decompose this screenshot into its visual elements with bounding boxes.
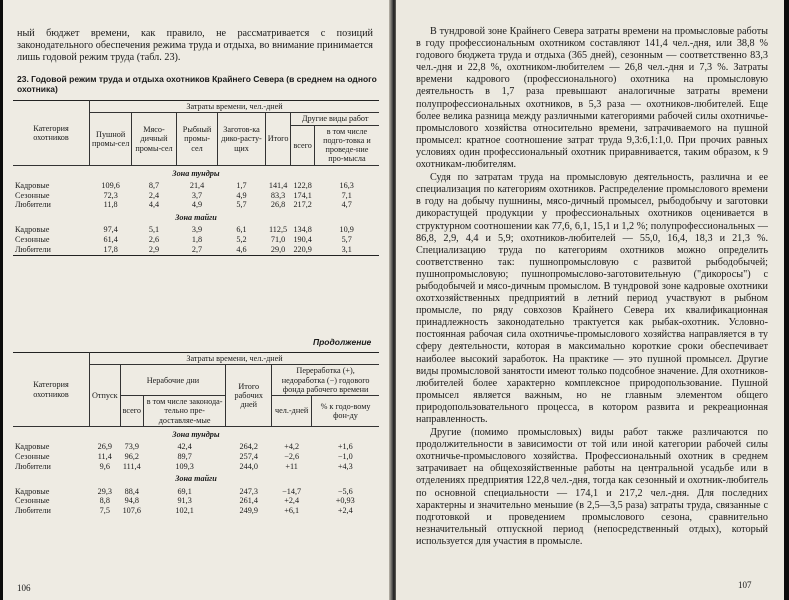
table-caption: 23. Годовой режим труда и отдыха охотников Крайнего Севера (в среднем на одного охотника) [17, 74, 377, 94]
col-overtime: Переработка (+), недоработка (−) годового фонда рабочего времени [272, 365, 379, 396]
zone-heading: Зона тундры [172, 430, 220, 440]
table-row: Любители 11,8 4,4 4,9 5,7 26,8 217,2 4,7 [15, 200, 352, 210]
zone-heading: Зона тайги [175, 213, 217, 223]
table-row: Сезонные 11,4 96,2 89,7 257,4 −2,6 −1,0 [15, 452, 353, 462]
table-row: Сезонные 8,8 94,8 91,3 261,4 +2,4 +0,93 [15, 496, 355, 506]
col-group-header: Затраты времени, чел.-дней [90, 353, 380, 365]
zone-heading: Зона тундры [172, 168, 220, 178]
col-ot-days: чел.-дней [272, 396, 312, 427]
col-category: Категория охотников [13, 353, 90, 427]
table-23-part1 [13, 100, 379, 256]
col-total-work: Итого рабочих дней [226, 365, 272, 427]
col-nonwork-total: всего [120, 396, 143, 427]
col-total: Итого [265, 113, 291, 165]
col-other: Другие виды работ [291, 113, 379, 125]
paragraph: В тундровой зоне Крайнего Севера затраты времени на промысловые работы в году профессиональным охотником составляют 141,4 чел.-дня, или 38,8 % годового бюджета труда и отдыха (365 дней), сезонным — соответственно 83,3 чел.-дня и 22,8 %, охотником-любителем — 26,8 чел.-дня и 7,3 %. Затраты времени кадрового (профессионального) охотника на промысловую деятельность в 1,7 раза превышают аналогичные затраты времени полупрофессиональных охотников, в 5,3 раза — охотников-любителей. Еще более велика разница между различными категориями рабочей силы охотничье-промыслового хозяйства относительно времени, затрачиваемого на пушной промысел: кратное соотношение затрат труда 9,3:6,1:1,0. При прочих равных условиях один профессиональный охотник приравнивается, таким образом, к 9 охотникам-любителям. [416, 26, 768, 171]
col-fish: Рыбный промы-сел [176, 113, 218, 165]
col-category: Категория охотников [13, 101, 90, 166]
col-other-incl: в том числе подго-товка и проведе-ние про-мысла [314, 125, 379, 165]
right-page [396, 0, 784, 600]
col-meat: Мясо-дичный промы-сел [132, 113, 176, 165]
paragraph: Другие (помимо промысловых) виды работ также различаются по продолжительности в зависимости от той или иной категории рабочей силы охотничье-промыслового хозяйства. Профессиональный охотник в среднем затрачивает на общехозяйственные работы на центральной усадьбе или в отделениях предприятия 122,8 чел.-дня, тогда как сезонный и охотник-любитель по основной специальности — 174,1 и 217,2 чел.-дня. Для последних характерны и значительно меньшие (в 2,5—3,5 раза) затраты труда, связанные с подготовкой и проведением промыслового сезона, сравнительно незначительный отпускной период (непосредственный отдых), который используется для участия в промысле. [416, 427, 768, 547]
col-other-total: всего [291, 125, 314, 165]
table-row: Любители 9,6 111,4 109,3 244,0 +11 +4,3 [15, 461, 353, 471]
col-ot-pct: % к годо-вому фон-ду [312, 396, 379, 427]
col-harvest: Заготов-ка дико-расту-щих [218, 113, 265, 165]
col-leave: Отпуск [90, 365, 121, 427]
continuation-label: Продолжение [313, 337, 372, 347]
table-row: Сезонные 72,3 2,4 3,7 4,9 83,3 174,1 7,1 [15, 190, 352, 200]
page-number: 107 [738, 580, 752, 590]
table-row: Сезонные 61,4 2,6 1,8 5,2 71,0 190,4 5,7 [15, 235, 352, 245]
zone-heading: Зона тайги [175, 474, 217, 484]
intro-paragraph: ный бюджет времени, как правило, не рассматривается с позиций законодательного обеспечения режима труда и отдыха, во внимание принимается лишь годовой режим труда (табл. 23). [17, 28, 373, 64]
left-page [3, 0, 391, 600]
col-nonwork: Нерабочие дни [120, 365, 226, 396]
table-row: Кадровые 29,3 88,4 69,1 247,3 −14,7 −5,6 [15, 486, 353, 496]
table-row: Кадровые 26,9 73,9 42,4 264,2 +4,2 +1,6 [15, 442, 353, 452]
table-row: Любители 17,8 2,9 2,7 4,6 29,0 220,9 3,1 [13, 245, 379, 255]
col-group-header: Затраты времени, чел.-дней [90, 101, 380, 113]
table-row: Любители 7,5 107,6 102,1 249,9 +6,1 +2,4 [15, 506, 353, 516]
col-nonwork-incl: в том числе законода-тельно пре-доставляе-мые [144, 396, 226, 427]
table-row: Кадровые 109,6 8,7 21,4 1,7 141,4 122,8 16,3 [15, 181, 354, 191]
page-number: 106 [17, 583, 31, 593]
paragraph: Судя по затратам труда на промысловую деятельность, различна и ее специализация по категориям охотников. Распределение промыслового времени в году на добычу пушнины, мясо-дичный промысел, рыбодобычу и заготовки дикорастущей продукции у профессиональных охотников оценивается в структурном соотношении как 77,6, 6,1, 15,1 и 1,2 %; полупрофессиональных — 86,8, 2,9, 4,4 и 5,9; охотников-любителей — 55,0, 16,4, 18,3 и 21,3 %. Специализацию труда по категориям охотников можно определить соответственно так: пушнопромысловую с развитой рыбодобычей; пушнопромысловую; пушнопромыслово-заготовительную ("дикоросы") с рыбодобычей и мясо-дичным промыслом. В тундровой зоне кадровые охотники охотхозяйственных предприятий в летний период участвуют в рыбном промысле, по ряду совхозов Крайнего Севера их квалификационная принадлежность законодательно трактуется как рыбак-охотник. Условно-постоянная рабочая сила охотничье-промыслового хозяйства направляется в ту сферу деятельности, которая в максимально короткие сроки обеспечивает наиболее высокий заработок. На практике — это пушной промысел. Другие виды промысловой занятости имеют только подсобное значение. Для охотников-любителей более характерно комплексное природопользование. Пушной промысел является важным, но не главным элементом общего природопользовательного процесса, в котором развита и рекреационная направленность. [416, 172, 768, 425]
table-row: Кадровые 97,4 5,1 3,9 6,1 112,5 134,8 10,9 [15, 225, 354, 235]
table-23-part2 [13, 352, 379, 516]
body-text [416, 26, 768, 549]
col-fur: Пушной промы-сел [90, 113, 132, 165]
